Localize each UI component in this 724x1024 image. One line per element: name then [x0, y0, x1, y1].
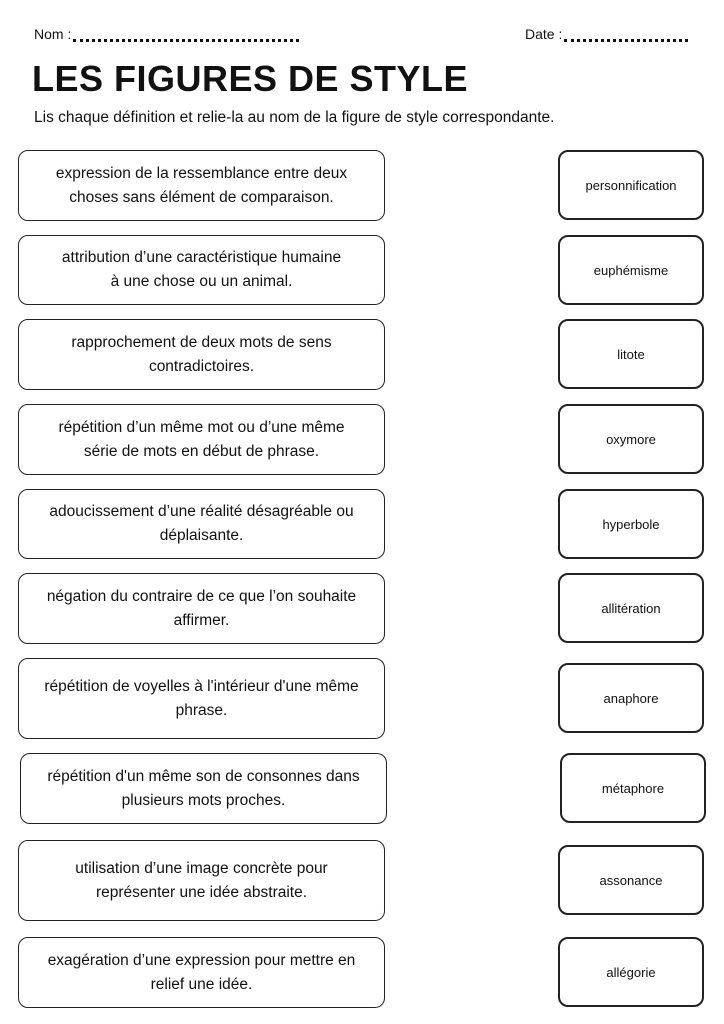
definition-text: répétition d'un même son de consonnes dans plusieurs mots proches. [47, 767, 360, 809]
name-field [34, 26, 299, 42]
name-blank-line[interactable] [73, 29, 299, 42]
definition-card[interactable] [18, 235, 385, 305]
definition-card[interactable] [18, 840, 385, 921]
term-card-assonance[interactable]: assonance [558, 845, 704, 915]
term-card-allegorie[interactable]: allégorie [558, 937, 704, 1007]
definition-card[interactable] [18, 658, 385, 739]
definition-card[interactable] [18, 404, 385, 475]
definition-card[interactable] [18, 319, 385, 390]
definition-card[interactable] [18, 489, 385, 559]
term-card-oxymore[interactable]: oxymore [558, 404, 704, 474]
definition-card[interactable] [18, 150, 385, 221]
term-card-euphemisme[interactable]: euphémisme [558, 235, 704, 305]
page-title: LES FIGURES DE STYLE [32, 58, 469, 99]
instruction-text: Lis chaque définition et relie-la au nom de la figure de style correspondante. [34, 109, 555, 126]
definition-text: attribution d’une caractéristique humaine à une chose ou un animal. [61, 249, 342, 290]
definition-text: utilisation d’une image concrète pour représenter une idée abstraite. [75, 859, 328, 901]
definition-text: expression de la ressemblance entre deux choses sans élément de comparaison. [55, 164, 348, 206]
definition-text: négation du contraire de ce que l’on souhaite affirmer. [46, 587, 357, 629]
definition-text: exagération d’une expression pour mettre en relief une idée. [47, 951, 356, 993]
term-card-personnification[interactable]: personnification [558, 150, 704, 220]
definition-text: répétition de voyelles à l'intérieur d'une même phrase. [44, 677, 359, 719]
term-card-litote[interactable]: litote [558, 319, 704, 389]
date-field [525, 26, 688, 42]
term-card-hyperbole[interactable]: hyperbole [558, 489, 704, 559]
term-card-alliteration[interactable]: allitération [558, 573, 704, 643]
term-card-anaphore[interactable]: anaphore [558, 663, 704, 733]
definition-card[interactable] [20, 753, 387, 824]
name-label: Nom : [34, 26, 72, 42]
definition-text: adoucissement d’une réalité désagréable ou déplaisante. [49, 503, 354, 544]
definition-card[interactable] [18, 573, 385, 644]
definition-card[interactable] [18, 937, 385, 1008]
date-label: Date : [525, 26, 563, 42]
definition-text: répétition d’un même mot ou d’une même série de mots en début de phrase. [58, 418, 345, 460]
definition-text: rapprochement de deux mots de sens contradictoires. [71, 333, 332, 375]
term-card-metaphore[interactable]: métaphore [560, 753, 706, 823]
date-blank-line[interactable] [564, 29, 688, 42]
